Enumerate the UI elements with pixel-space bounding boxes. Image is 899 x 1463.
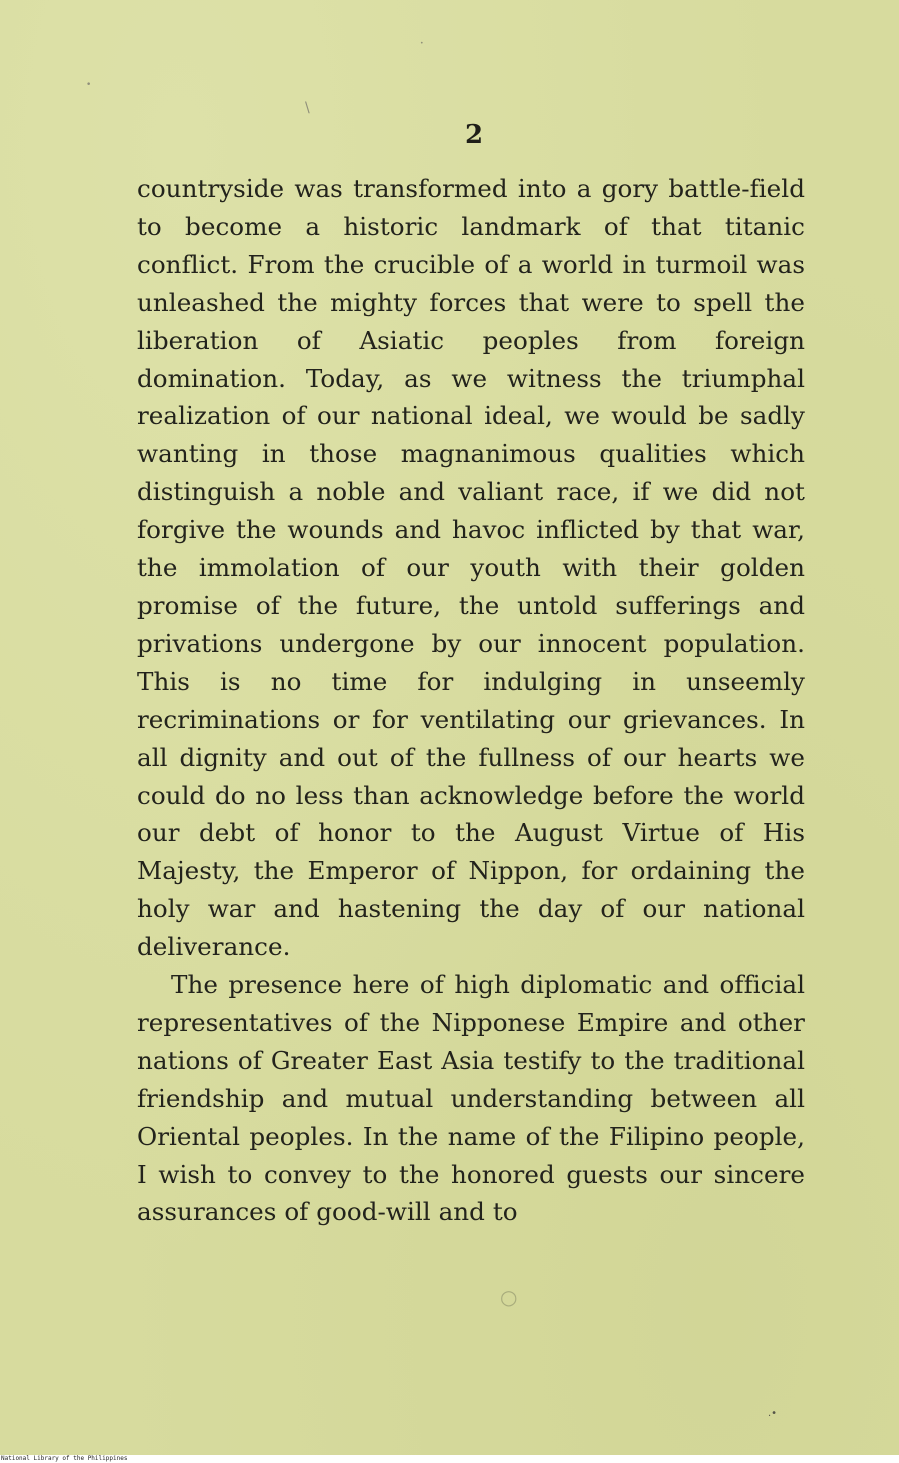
speck-mark: • (86, 80, 92, 90)
speck-mark: .• (768, 1408, 778, 1419)
paragraph: countryside was transformed into a gory battle-field to become a historic landmark of that titanic conflict. From the crucible of a world in turmoil was unleashed the mighty forces that were to spell the liberation of Asiatic peoples from foreign domination. Today, as we witness the triumphal realization of our national ideal, we would be sadly wanting in those magnanimous qualities which distinguish a noble and valiant race, if we did not forgive the wounds and havoc inflicted by that war, the immolation of our youth with their golden promise of the future, the untold sufferings and privations undergone by our innocent population. This is no time for indulging in unseemly recriminations or for ventilating our grievances. In all dignity and out of the fullness of our hearts we could do no less than acknowledge before the world our debt of honor to the August Virtue of His Majesty, the Emperor of Nippon, for ordaining the holy war and hastening the day of our national deliverance. (137, 174, 805, 962)
speck-mark: \ (305, 100, 310, 116)
footer-credit: National Library of the Philippines (1, 1455, 128, 1462)
footer-bar (0, 1455, 899, 1463)
speck-mark: ○ (500, 1285, 518, 1309)
paragraph: The presence here of high diplomatic and official representatives of the Nipponese Empire and other nations of Greater East Asia testify to the traditional friendship and mutual understanding between all Oriental peoples. In the name of the Filipino people, I wish to convey to the honored guests our sincere assurances of good-will and to (137, 970, 805, 1227)
speck-mark: • (420, 40, 424, 47)
page-number: 2 (464, 120, 484, 150)
body-text (137, 170, 805, 1231)
